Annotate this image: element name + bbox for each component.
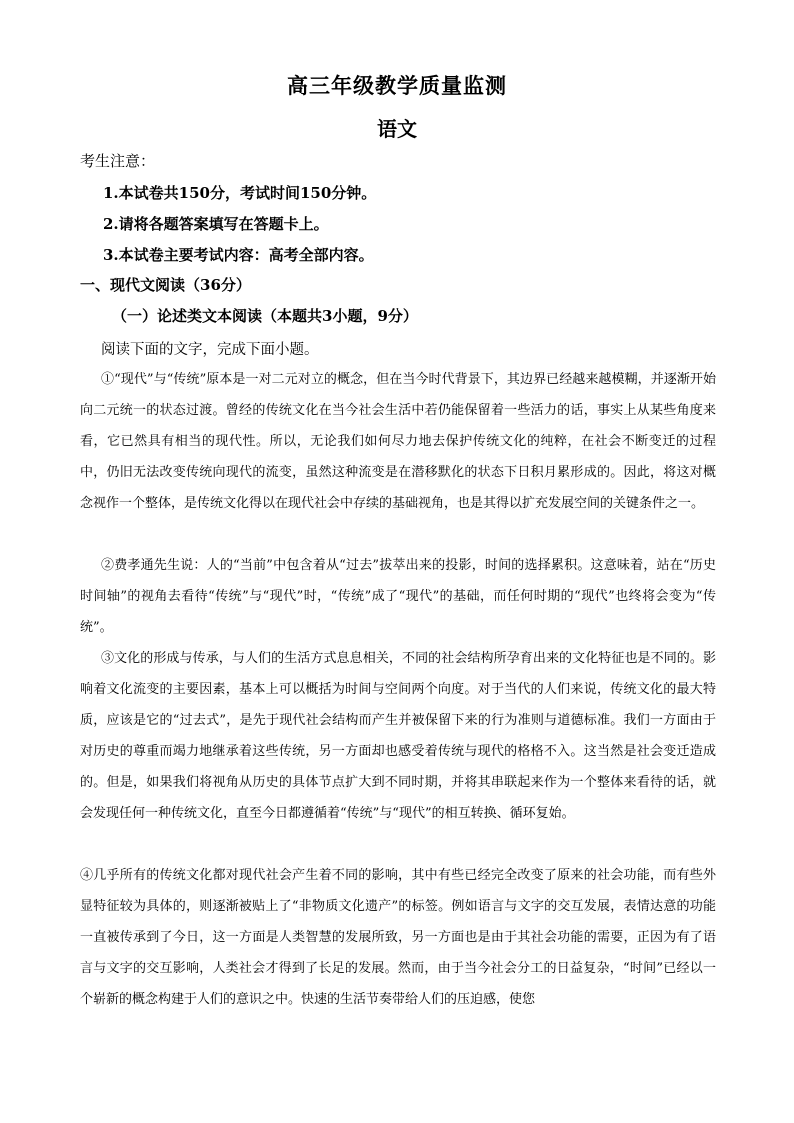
notice-heading: 考生注意：: [80, 152, 156, 170]
paragraph-2: ②费孝通先生说：人的“当前”中包含着从“过去”拔萃出来的投影，时间的选择累积。这意味着，站在“历史时间轴”的视角去看待“传统”与“现代”时，“传统”成了“现代”的基础，而任何时期的“现代”也终将会变为“传统”。: [80, 558, 716, 635]
paragraph-3: ③文化的形成与传承，与人们的生活方式息息相关，不同的社会结构所孕育出来的文化特征也是不同的。影响着文化流变的主要因素，基本上可以概括为时间与空间两个向度。对于当代的人们来说，传统文化的最大特质，应该是它的“过去式”，是先于现代社会结构而产生并被保留下来的行为准则与道德标准。我们一方面由于对历史的尊重而竭力地继承着这些传统，另一方面却也感受着传统与现代的格格不入。这当然是社会变迁造成的。但是，如果我们将视角从历史的具体节点扩大到不同时期，并将其串联起来作为一个整体来看待的话，就会发现任何一种传统文化，直至今日都遵循着“传统”与“现代”的相互转换、循环复始。: [80, 651, 716, 821]
subject-title: 语文: [377, 117, 417, 141]
notice-item-2: 2.请将各题答案填写在答题卡上。: [103, 215, 329, 233]
exam-title: 高三年级教学质量监测: [287, 74, 507, 98]
notice-item-1: 1.本试卷共150分，考试时间150分钟。: [103, 184, 377, 202]
reading-instruction: 阅读下面的文字，完成下面小题。: [101, 342, 319, 358]
paragraph-1: ①“现代”与“传统”原本是一对二元对立的概念，但在当今时代背景下，其边界已经越来越模糊，并逐渐开始向二元统一的状态过渡。曾经的传统文化在当今社会生活中若仍能保留着一些活力的话，事实上从某些角度来看，它已然具有相当的现代性。所以，无论我们如何尽力地去保护传统文化的纯粹，在社会不断变迁的过程中，仍旧无法改变传统向现代的流变，虽然这种流变是在潜移默化的状态下日积月累形成的。因此，将这对概念视作一个整体，是传统文化得以在现代社会中存续的基础视角，也是其得以扩充发展空间的关键条件之一。: [80, 372, 716, 511]
paragraph-4: ④几乎所有的传统文化都对现代社会产生着不同的影响，其中有些已经完全改变了原来的社会功能，而有些外显特征较为具体的，则逐渐被贴上了“非物质文化遗产”的标签。例如语言与文字的交互发展，表情达意的功能一直被传承到了今日，这一方面是人类智慧的发展所致，另一方面也是由于其社会功能的需要，正因为有了语言与文字的交互影响，人类社会才得到了长足的发展。然而，由于当今社会分工的日益复杂，“时间”已经以一个崭新的概念构建于人们的意识之中。快速的生活节奏带给人们的压迫感，使您: [80, 868, 716, 1007]
section-heading: 一、现代文阅读（36分）: [80, 276, 251, 294]
subsection-heading: （一）论述类文本阅读（本题共3小题，9分）: [112, 307, 418, 325]
notice-item-3: 3.本试卷主要考试内容：高考全部内容。: [103, 246, 374, 264]
